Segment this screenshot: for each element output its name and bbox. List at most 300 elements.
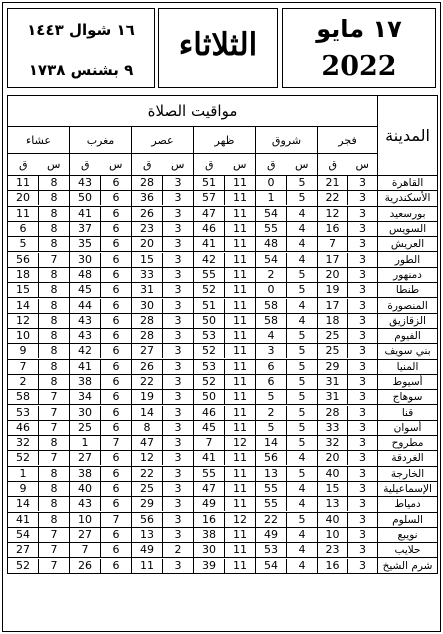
prayer-time-cell <box>256 191 318 206</box>
prayer-time-cell <box>132 359 194 374</box>
table-row <box>8 191 438 206</box>
prayer-time-cell <box>8 558 70 573</box>
hours-value: 4 <box>298 252 306 266</box>
hours-value: 11 <box>233 252 247 266</box>
prayer-time-cell <box>132 527 194 542</box>
minutes-value: 52 <box>8 451 39 465</box>
prayer-time-cell <box>256 237 318 252</box>
day-name: الثلاثاء <box>178 27 258 63</box>
minutes-value: 22 <box>132 467 163 481</box>
minutes-value: 46 <box>8 421 39 435</box>
minutes-value: 56 <box>132 513 163 527</box>
minutes-value: 14 <box>256 436 287 450</box>
table-row <box>8 543 438 558</box>
prayer-time-cell <box>256 344 318 359</box>
prayer-time-cell <box>256 283 318 298</box>
hours-value: 8 <box>50 436 58 450</box>
prayer-time-cell <box>194 328 256 343</box>
minutes-value: 55 <box>194 268 225 282</box>
hours-value: 3 <box>174 512 182 526</box>
hours-value: 6 <box>112 283 120 297</box>
prayer-time-cell <box>256 481 318 496</box>
prayer-time-cell <box>318 359 378 374</box>
table-row <box>8 512 438 527</box>
hours-value: 7 <box>50 405 58 419</box>
prayer-time-cell <box>70 359 132 374</box>
minutes-value: 28 <box>318 406 348 420</box>
hours-value: 7 <box>50 252 58 266</box>
prayer-time-cell <box>318 313 378 328</box>
minutes-value: 10 <box>8 329 39 343</box>
minutes-value: 40 <box>318 513 348 527</box>
minutes-value: 43 <box>70 497 101 511</box>
prayer-time-cell <box>318 344 378 359</box>
prayer-time-cell <box>70 267 132 282</box>
hours-value: 11 <box>233 359 247 373</box>
hours-value: 3 <box>174 497 182 511</box>
prayer-header: فجر <box>318 127 378 154</box>
hours-value: 3 <box>174 176 182 190</box>
hours-value: 3 <box>174 451 182 465</box>
minutes-value: 48 <box>70 268 101 282</box>
prayer-time-cell <box>8 206 70 221</box>
prayer-time-cell <box>194 206 256 221</box>
prayer-time-cell <box>132 191 194 206</box>
minutes-value: 51 <box>194 176 225 190</box>
prayer-time-cell <box>256 252 318 267</box>
hours-value: 3 <box>359 451 367 465</box>
table-row <box>8 176 438 191</box>
minutes-value: 15 <box>8 283 39 297</box>
hours-value: 3 <box>359 527 367 541</box>
hours-value: 7 <box>50 451 58 465</box>
table-row <box>8 252 438 267</box>
hours-value: 4 <box>298 222 306 236</box>
prayer-time-cell <box>132 221 194 236</box>
prayer-time-cell <box>256 497 318 512</box>
prayer-time-cell <box>8 543 70 558</box>
hour-label: س <box>355 158 369 171</box>
minutes-value: 58 <box>256 299 287 313</box>
minutes-value: 15 <box>132 253 163 267</box>
prayer-time-cell <box>8 313 70 328</box>
prayer-time-cell <box>70 344 132 359</box>
minutes-value: 46 <box>194 406 225 420</box>
minutes-value: 2 <box>8 375 39 389</box>
hours-value: 6 <box>112 405 120 419</box>
hours-value: 6 <box>112 206 120 220</box>
table-row <box>8 390 438 405</box>
minutes-value: 52 <box>194 283 225 297</box>
prayer-time-cell <box>70 252 132 267</box>
prayer-time-cell <box>256 206 318 221</box>
unit-header <box>318 154 378 176</box>
city-name: بني سويف <box>378 344 438 359</box>
table-row <box>8 359 438 374</box>
minute-label: ق <box>204 158 214 171</box>
minute-label: ق <box>328 158 338 171</box>
hours-value: 11 <box>233 176 247 190</box>
prayer-time-cell <box>318 374 378 389</box>
minutes-value: 39 <box>194 559 225 573</box>
hours-value: 3 <box>359 283 367 297</box>
minutes-value: 5 <box>256 421 287 435</box>
minutes-value: 11 <box>8 207 39 221</box>
prayer-time-cell <box>8 451 70 466</box>
minutes-value: 38 <box>70 375 101 389</box>
minutes-value: 29 <box>318 360 348 374</box>
prayer-time-cell <box>132 420 194 435</box>
minutes-value: 43 <box>70 176 101 190</box>
unit-header <box>256 154 318 176</box>
hours-value: 3 <box>359 252 367 266</box>
prayer-time-cell <box>8 283 70 298</box>
prayer-time-cell <box>70 497 132 512</box>
prayer-time-cell <box>8 344 70 359</box>
hours-value: 3 <box>174 329 182 343</box>
table-row <box>8 237 438 252</box>
city-name: حلايب <box>378 543 438 558</box>
table-row <box>8 313 438 328</box>
city-name: سوهاج <box>378 390 438 405</box>
prayer-time-cell <box>8 420 70 435</box>
prayer-time-cell <box>318 543 378 558</box>
prayer-time-cell <box>132 390 194 405</box>
prayer-time-cell <box>70 451 132 466</box>
hours-value: 8 <box>50 375 58 388</box>
minutes-value: 20 <box>318 451 348 465</box>
hours-value: 11 <box>233 298 247 312</box>
hours-value: 11 <box>233 527 247 541</box>
prayer-time-cell <box>194 267 256 282</box>
hours-value: 6 <box>112 451 120 465</box>
minutes-value: 48 <box>256 237 287 251</box>
prayer-time-cell <box>256 436 318 451</box>
hours-value: 4 <box>298 527 306 541</box>
hours-value: 11 <box>233 558 247 572</box>
gregorian-year: 2022 <box>321 51 397 82</box>
prayer-time-cell <box>318 191 378 206</box>
hours-value: 5 <box>298 420 306 434</box>
hours-value: 6 <box>112 222 120 236</box>
hours-value: 4 <box>298 482 306 496</box>
hours-value: 5 <box>298 344 306 358</box>
minutes-value: 4 <box>256 329 287 343</box>
minutes-value: 12 <box>8 314 39 328</box>
minutes-value: 13 <box>132 528 163 542</box>
hours-value: 6 <box>112 497 120 511</box>
hours-value: 4 <box>298 313 306 327</box>
hours-value: 11 <box>233 375 247 388</box>
prayer-time-cell <box>132 328 194 343</box>
minutes-value: 45 <box>70 283 101 297</box>
hours-value: 8 <box>50 283 58 297</box>
hours-value: 12 <box>233 436 247 450</box>
prayer-time-cell <box>70 420 132 435</box>
prayer-time-cell <box>318 512 378 527</box>
prayer-time-cell <box>132 283 194 298</box>
hours-value: 6 <box>112 543 120 557</box>
prayer-time-cell <box>318 436 378 451</box>
hour-label: س <box>109 158 123 171</box>
prayer-time-cell <box>318 221 378 236</box>
table-row <box>8 527 438 542</box>
hours-value: 3 <box>174 267 182 281</box>
hour-label: س <box>171 158 185 171</box>
minutes-value: 25 <box>318 329 348 343</box>
minutes-value: 11 <box>8 176 39 190</box>
hours-value: 3 <box>174 359 182 373</box>
hours-value: 8 <box>50 497 58 511</box>
city-name: العريش <box>378 237 438 252</box>
prayer-time-cell <box>318 267 378 282</box>
hours-value: 3 <box>359 206 367 220</box>
hours-value: 5 <box>298 512 306 526</box>
hours-value: 11 <box>233 222 247 236</box>
prayer-time-cell <box>256 512 318 527</box>
minutes-value: 30 <box>70 406 101 420</box>
minutes-value: 34 <box>70 390 101 404</box>
minutes-value: 56 <box>256 451 287 465</box>
prayer-time-cell <box>194 405 256 420</box>
minutes-value: 58 <box>8 390 39 404</box>
prayer-time-cell <box>70 390 132 405</box>
minutes-value: 6 <box>256 360 287 374</box>
prayer-time-cell <box>256 267 318 282</box>
minutes-value: 10 <box>70 513 101 527</box>
prayer-time-cell <box>256 359 318 374</box>
hours-value: 6 <box>112 329 120 343</box>
prayer-time-cell <box>194 390 256 405</box>
table-row <box>8 298 438 313</box>
prayer-time-cell <box>318 390 378 405</box>
hours-value: 3 <box>174 344 182 358</box>
minutes-value: 3 <box>256 344 287 358</box>
minutes-value: 55 <box>256 497 287 511</box>
minutes-value: 50 <box>194 314 225 328</box>
hours-value: 4 <box>298 298 306 312</box>
city-name: بورسعيد <box>378 206 438 221</box>
prayer-time-cell <box>70 313 132 328</box>
minutes-value: 23 <box>318 543 348 557</box>
hours-value: 8 <box>50 298 58 312</box>
prayer-time-cell <box>132 344 194 359</box>
hours-value: 3 <box>359 298 367 312</box>
prayer-time-cell <box>256 176 318 191</box>
prayer-time-cell <box>318 405 378 420</box>
city-name: المنيا <box>378 359 438 374</box>
prayer-time-cell <box>8 374 70 389</box>
table-row <box>8 558 438 573</box>
minutes-value: 5 <box>256 390 287 404</box>
city-name: أسوان <box>378 420 438 435</box>
table-row <box>8 497 438 512</box>
hours-value: 11 <box>233 390 247 404</box>
prayer-time-cell <box>8 359 70 374</box>
minutes-value: 31 <box>132 283 163 297</box>
prayer-time-cell <box>256 420 318 435</box>
hours-value: 5 <box>298 436 306 450</box>
city-name: نويبع <box>378 527 438 542</box>
minutes-value: 42 <box>194 253 225 267</box>
city-name: الغردقة <box>378 451 438 466</box>
prayer-time-cell <box>8 328 70 343</box>
table-title: مواقيت الصلاة <box>8 96 378 127</box>
minutes-value: 30 <box>132 299 163 313</box>
hours-value: 11 <box>233 482 247 496</box>
minutes-value: 43 <box>70 329 101 343</box>
hours-value: 7 <box>50 558 58 572</box>
prayer-time-cell <box>194 481 256 496</box>
minutes-value: 41 <box>70 360 101 374</box>
minutes-value: 12 <box>318 207 348 221</box>
minutes-value: 52 <box>194 375 225 389</box>
prayer-time-cell <box>132 206 194 221</box>
prayer-header: عصر <box>132 127 194 154</box>
hours-value: 3 <box>359 436 367 450</box>
prayer-time-cell <box>132 237 194 252</box>
hours-value: 3 <box>359 344 367 358</box>
minutes-value: 28 <box>132 314 163 328</box>
minutes-value: 17 <box>318 253 348 267</box>
prayer-header: ظهر <box>194 127 256 154</box>
minutes-value: 19 <box>132 390 163 404</box>
minutes-value: 31 <box>318 390 348 404</box>
hours-value: 4 <box>298 237 306 251</box>
prayer-time-cell <box>8 390 70 405</box>
minutes-value: 26 <box>70 559 101 573</box>
minutes-value: 57 <box>194 191 225 205</box>
hours-value: 3 <box>174 313 182 327</box>
gregorian-date-box <box>282 8 436 88</box>
prayer-time-cell <box>132 466 194 481</box>
prayer-time-cell <box>132 267 194 282</box>
minutes-value: 22 <box>256 513 287 527</box>
prayer-time-cell <box>132 298 194 313</box>
hours-value: 3 <box>359 558 367 572</box>
minutes-value: 7 <box>318 237 348 251</box>
table-row <box>8 481 438 496</box>
prayer-time-cell <box>194 374 256 389</box>
minutes-value: 1 <box>70 436 101 450</box>
hour-label: س <box>47 158 61 171</box>
prayer-time-cell <box>70 191 132 206</box>
prayer-time-cell <box>8 298 70 313</box>
prayer-time-cell <box>132 313 194 328</box>
minutes-value: 14 <box>132 406 163 420</box>
city-name: الأسكندرية <box>378 191 438 206</box>
hours-value: 6 <box>112 176 120 190</box>
table-row <box>8 344 438 359</box>
prayer-time-cell <box>194 176 256 191</box>
prayer-time-cell <box>132 451 194 466</box>
table-row <box>8 466 438 481</box>
hours-value: 8 <box>50 313 58 327</box>
hour-label: س <box>233 158 247 171</box>
prayer-time-cell <box>70 206 132 221</box>
hours-value: 6 <box>112 482 120 496</box>
minutes-value: 20 <box>8 191 39 205</box>
prayer-time-cell <box>256 221 318 236</box>
prayer-time-cell <box>256 451 318 466</box>
city-name: السلوم <box>378 512 438 527</box>
hours-value: 8 <box>50 267 58 281</box>
hours-value: 3 <box>174 436 182 450</box>
minutes-value: 16 <box>194 513 225 527</box>
hour-label: س <box>295 158 309 171</box>
minute-label: ق <box>266 158 276 171</box>
prayer-time-cell <box>8 512 70 527</box>
minutes-value: 55 <box>256 222 287 236</box>
prayer-time-cell <box>8 405 70 420</box>
minutes-value: 11 <box>132 559 163 573</box>
hours-value: 3 <box>359 267 367 281</box>
prayer-time-cell <box>132 481 194 496</box>
hours-value: 4 <box>298 206 306 220</box>
hours-value: 8 <box>50 176 58 190</box>
hours-value: 6 <box>112 466 120 480</box>
hours-value: 3 <box>174 222 182 236</box>
minutes-value: 19 <box>318 283 348 297</box>
hours-value: 3 <box>359 359 367 373</box>
hours-value: 5 <box>298 267 306 281</box>
hours-value: 4 <box>298 558 306 572</box>
prayer-time-cell <box>256 558 318 573</box>
prayer-time-cell <box>70 481 132 496</box>
minutes-value: 16 <box>318 559 348 573</box>
minutes-value: 0 <box>256 176 287 190</box>
hours-value: 11 <box>233 237 247 251</box>
prayer-time-cell <box>194 451 256 466</box>
minutes-value: 9 <box>8 344 39 358</box>
table-row <box>8 328 438 343</box>
prayer-time-cell <box>70 527 132 542</box>
prayer-time-cell <box>70 558 132 573</box>
minutes-value: 50 <box>194 390 225 404</box>
hours-value: 7 <box>112 436 120 450</box>
hours-value: 8 <box>50 206 58 220</box>
minutes-value: 58 <box>256 314 287 328</box>
hijri-date: ١٦ شوال ١٤٤٣ <box>27 21 135 39</box>
hours-value: 6 <box>112 267 120 281</box>
minutes-value: 49 <box>194 497 225 511</box>
hours-value: 7 <box>50 390 58 404</box>
city-name: أسيوط <box>378 374 438 389</box>
hours-value: 3 <box>174 252 182 266</box>
minutes-value: 55 <box>194 467 225 481</box>
prayer-time-cell <box>318 206 378 221</box>
hours-value: 5 <box>298 390 306 404</box>
prayer-time-cell <box>194 497 256 512</box>
unit-header <box>194 154 256 176</box>
prayer-time-cell <box>8 466 70 481</box>
minutes-value: 27 <box>70 451 101 465</box>
minutes-value: 47 <box>132 436 163 450</box>
minutes-value: 47 <box>194 482 225 496</box>
hours-value: 5 <box>298 405 306 419</box>
hours-value: 3 <box>174 466 182 480</box>
minute-label: ق <box>18 158 28 171</box>
hours-value: 4 <box>298 451 306 465</box>
unit-header <box>70 154 132 176</box>
hours-value: 11 <box>233 543 247 557</box>
prayer-time-cell <box>194 237 256 252</box>
hours-value: 3 <box>359 222 367 236</box>
table-row <box>8 221 438 236</box>
hours-value: 6 <box>112 313 120 327</box>
minutes-value: 28 <box>132 176 163 190</box>
unit-header-row <box>8 154 438 176</box>
